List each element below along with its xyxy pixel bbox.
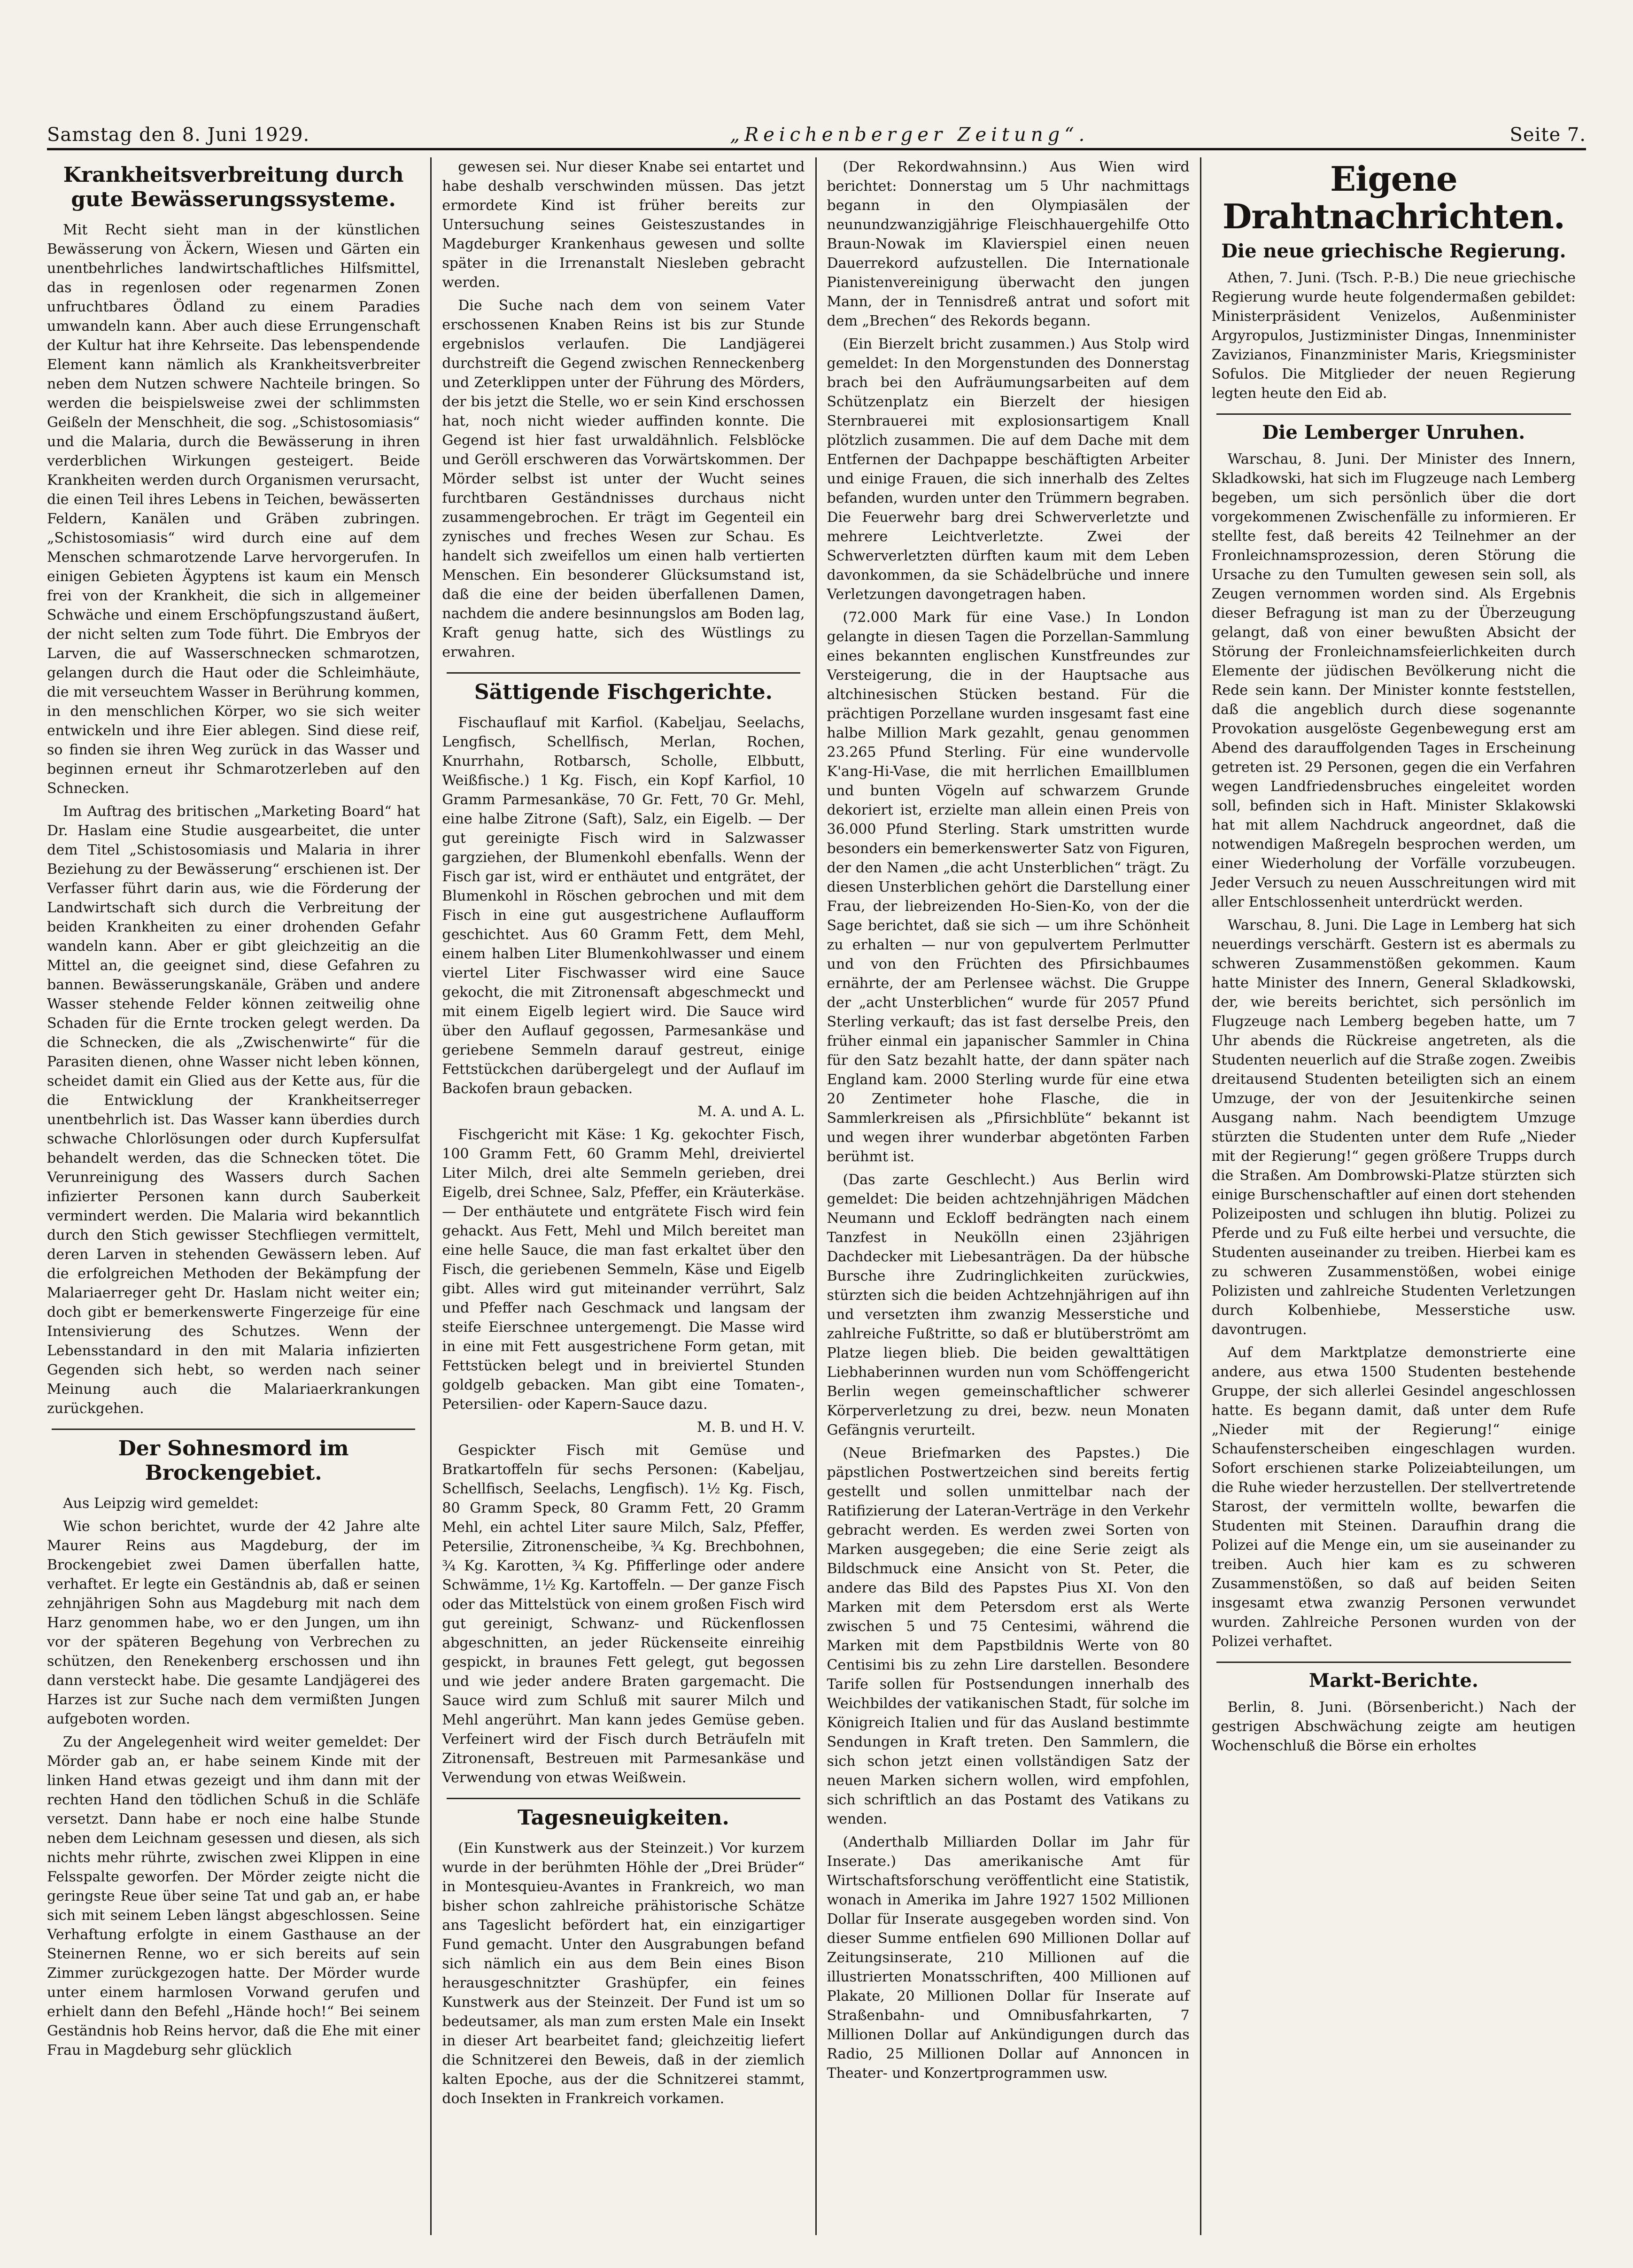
paragraph: Zu der Angelegenheit wird weiter gemeldet: Der Mörder gab an, er habe seinem Kinde mit der linken Hand etwas gezeigt und ihm dann mit der rechten Hand den tödlichen Schuß in die Schläfe versetzt. Dann habe er noch eine halbe Stunde neben dem Leichnam gesessen und diesen, als sich nichts mehr rührte, zwischen zwei Klippen in eine Felsspalte geworfen. Der Mörder zeigte nicht die geringste Reue über seine Tat und gab an, er habe sich mit seinem Leben längst abgeschlossen. Seine Verhaftung erfolgte in einem Gasthause an der Steinernen Renne, wo er sich bereits auf sein Zimmer zurückgezogen hatte. Der Mörder wurde unter einem harmlosen Vorwand gerufen und erhielt dann den Befehl „Hände hoch!“ Bei seinem Geständnis hob Reins hervor, daß die Ehe mit einer Frau in Magdeburg sehr glücklich xyxy=(47,1734,420,2058)
paragraph: Gespickter Fisch mit Gemüse und Bratkartoffeln für sechs Personen: (Kabeljau, Schellfisch, Seelachs, Lengfisch). 1½ Kg. Fisch, 80 Gramm Speck, 80 Gramm Fett, 20 Gramm Mehl, ein achtel Liter saure Milch, Salz, Pfeffer, Petersilie, Zitronenscheibe, ¾ Kg. Brechbohnen, ¾ Kg. Karotten, ¾ Kg. Pfifferlinge oder andere Schwämme, 1½ Kg. Kartoffeln. — Der ganze Fisch oder das Mittelstück von einem großen Fisch wird gut gereinigt, Schwanz- und Rückenflossen abgeschnitten, an jeder Rückenseite einreihig gespickt, in braunes Fett gelegt, gut begossen und wie jeder andere Braten gargemacht. Die Sauce wird zum Schluß mit saurer Milch und Mehl angerührt. Man kann jedes Gemüse geben. Verfeinert wird der Fisch durch Beträufeln mit Zitronensaft, Bestreuen mit Parmesankäse und Verwendung von etwas Weißwein. xyxy=(442,1442,805,1786)
column-4 xyxy=(1201,157,1586,2235)
paragraph: Auf dem Marktplatze demonstrierte eine andere, aus etwa 1500 Studenten bestehende Gruppe, der sich allerlei Gesindel angeschlossen hatte. Es begann damit, daß unter dem Rufe „Nieder mit der Regierung!“ einige Schaufensterscheiben eingeschlagen wurden. Sofort erschienen starke Polizeiabteilungen, um die Ruhe wieder herzustellen. Der stellvertretende Starost, der vermitteln wollte, bewarfen die Studenten mit Steinen. Daraufhin drang die Polizei auf die Menge ein, um sie auseinander zu treiben. Auch hier kam es zu schweren Zusammenstößen, so daß auf beiden Seiten insgesamt etwa zwanzig Personen verwundet wurden. Zahlreiche Personen wurden von der Polizei verhaftet. xyxy=(1211,1344,1576,1650)
paragraph: (Ein Kunstwerk aus der Steinzeit.) Vor kurzem wurde in der berühmten Höhle der „Drei Brüder“ in Montesquieu-Avantes in Frankreich, wo man bisher schon zahlreiche prähistorische Schätze ans Tageslicht befördert hat, ein einzigartiger Fund gemacht. Unter den Ausgrabungen befand sich nämlich ein aus dem Bein eines Bison herausgeschnitzter Grashüpfer, ein feines Kunstwerk aus der Steinzeit. Der Fund ist um so bedeutsamer, als man zum ersten Male ein Insekt in dieser Art bearbeitet fand; gleichzeitig liefert die Schnitzerei den Beweis, daß in der ziemlich kalten Epoche, aus der die Schnitzerei stammt, doch Insekten in Frankreich vorkamen. xyxy=(442,1840,805,2107)
paragraph: Athen, 7. Juni. (Tsch. P.-B.) Die neue griechische Regierung wurde heute folgendermaßen gebildet: Ministerpräsident Venizelos, Außenminister Argyropulos, Justizminister Dingas, Innenminister Zavizianos, Finanzminister Maris, Kriegsminister Sofulos. Die Mitglieder der neuen Regierung legten heute den Eid ab. xyxy=(1211,270,1576,402)
headline-son-murder: Der Sohnesmord im Brockengebiet. xyxy=(118,1437,349,1485)
headline-fish-dishes: Sättigende Fischgerichte. xyxy=(474,680,773,704)
paragraph: (72.000 Mark für eine Vase.) In London gelangte in diesen Tagen die Porzellan-Sammlung eines bekannten englischen Kunstfreundes zur Versteigerung, die in der Hauptsache aus altchinesischen Stücken bestand. Für die prächtigen Porzellane wurden insgesamt fast eine halbe Million Mark gezahlt, genau genommen 23.265 Pfund Sterling. Für eine wundervolle K'ang-Hi-Vase, die mit herrlichen Emaillblumen und bunten Vögeln auf schwarzem Grunde dekoriert ist, erzielte man allein einen Preis von 36.000 Pfund Sterling. Stark umstritten wurde besonders ein bemerkenswerter Satz von Figuren, der den Namen „die acht Unsterblichen“ trägt. Zu diesen Unsterblichen gehört die Darstellung einer Frau, der liebreizenden Ho-Sien-Ko, von der die Sage berichtet, daß sie sich — um ihre Schönheit zu erhalten — nur von gepulvertem Perlmutter und von den Früchten des Pfirsichbaumes ernährte, der am Perlensee wächst. Die Gruppe der „acht Unsterblichen“ wurde für 2057 Pfund Sterling verkauft; das ist fast derselbe Preis, den früher einmal ein japanischer Sammler in China für den Satz bezahlt hatte, der dann später nach England kam. 2000 Sterling wurde für eine etwa 20 Zentimeter hohe Flasche, die in Sammlerkreisen als „Pfirsichblüte“ bekannt ist und wegen ihrer wunderbar abgetönten Farben berühmt ist. xyxy=(827,609,1190,1165)
headline-greek-government: Die neue griechische Regierung. xyxy=(1221,240,1566,262)
paragraph: Fischgericht mit Käse: 1 Kg. gekochter Fisch, 100 Gramm Fett, 60 Gramm Mehl, dreiviertel Liter Milch, drei alte Semmeln gerieben, drei Eigelb, drei Schnee, Salz, Pfeffer, ein Kräuterkäse. — Der enthäutete und entgrätete Fisch wird fein gehackt. Aus Fett, Mehl und Milch bereitet man eine helle Sauce, die man fast erkaltet über den Fisch, die geriebenen Semmeln, Käse und Eigelb gibt. Alles wird gut miteinander verrührt, Salz und Pfeffer nach Geschmack und langsam der steife Eierschnee untergemengt. Die Masse wird in eine mit Fett ausgestrichene Form getan, mit Fettstücken belegt und in breiviertel Stunden goldgelb gebacken. Man gibt eine Tomaten-, Petersilien- oder Kapern-Sauce dazu. xyxy=(442,1126,805,1413)
page-number: Seite 7. xyxy=(1509,124,1586,146)
newspaper-title: „Reichenberger Zeitung“. xyxy=(730,124,1090,146)
paragraph: Aus Leipzig wird gemeldet: xyxy=(63,1495,259,1512)
paragraph: Die Suche nach dem von seinem Vater erschossenen Knaben Reins ist bis zur Stunde ergebnislos verlaufen. Die Landjägerei durchstreift die Gegend zwischen Renneckenberg und Zeterklippen unter der Führung des Mörders, der bis jetzt die Stelle, wo er sein Kind erschossen hat, noch nicht wieder auffinden konnte. Die Gegend ist hier fast urwaldähnlich. Felsblöcke und Geröll erschweren das Vorwärtskommen. Der Mörder selbst ist unter der Wucht seines furchtbaren Geständnisses durchaus nicht zusammengebrochen. Er trägt im Gegenteil ein zynisches und freches Wesen zur Schau. Es handelt sich zweifellos um einen halb vertierten Menschen. Ein besonderer Glücksumstand ist, daß die eine der beiden überfallenen Damen, nachdem die andere besinnungslos am Boden lag, Kraft genug hatte, sich des Wüstlings zu erwahren. xyxy=(442,297,805,660)
paragraph: (Ein Bierzelt bricht zusammen.) Aus Stolp wird gemeldet: In den Morgenstunden des Donnerstag brach bei den Aufräumungsarbeiten auf dem Schützenplatz ein Bierzelt der hiesigen Sternbrauerei mit explosionsartigem Knall plötzlich zusammen. Die auf dem Dache mit dem Entfernen der Dachpappe beschäftigten Arbeiter und einige Frauen, die sich innerhalb des Zeltes befanden, wurden unter den Trümmern begraben. Die Feuerwehr barg drei Schwerverletzte und mehrere Leichtverletzte. Zwei der Schwerverletzten dürften kaum mit dem Leben davonkommen, da sie Schädelbrüche und innere Verletzungen davongetragen haben. xyxy=(827,336,1190,603)
paragraph: Wie schon berichtet, wurde der 42 Jahre alte Maurer Reins aus Magdeburg, der im Brockengebiet zwei Damen überfallen hatte, verhaftet. Er legte ein Geständnis ab, daß er seinen zehnjährigen Sohn aus Magdeburg mit nach dem Harz genommen habe, wo er den Jungen, um ihn vor der späteren Begehung von Verbrechen zu schützen, den Renekenberg erschossen und ihn dann versteckt habe. Die gesamte Landjägerei des Harzes ist zur Suche nach dem vermißten Jungen aufgeboten worden. xyxy=(47,1518,420,1727)
paragraph: Mit Recht sieht man in der künstlichen Bewässerung von Äckern, Wiesen und Gärten ein unentbehrliches landwirtschaftliches Hilfsmittel, das in regenlosen oder regenarmen Zonen unfruchtbares Ödland zu einem Paradies umwandeln kann. Aber auch diese Errungenschaft der Kultur hat ihre Kehrseite. Das lebenspendende Element kann nämlich als Krankheitsverbreiter neben dem Nutzen schwere Nachteile bringen. So werden die beispielsweise zwei der schlimmsten Geißeln der Menschheit, die sog. „Schistosomiasis“ und die Malaria, durch die Bewässerung in ihren verderblichen Wirkungen gesteigert. Beide Krankheiten werden durch Organismen verursacht, die einen Teil ihres Lebens in Teichen, bewässerten Feldern, Kanälen und Gräben zubringen. „Schistosomiasis“ wird durch eine auf dem Menschen schmarotzende Larve hervorgerufen. In einigen Gebieten Ägyptens ist kaum ein Mensch frei von der Krankheit, die sich in allgemeiner Schwäche und einem Erschöpfungszustand äußert, der nicht selten zum Tode führt. Die Embryos der Larven, die auf Wasserschnecken schmarotzen, gelangen durch die Haut oder die Schleimhäute, die mit verseuchtem Wasser in Berührung kommen, in den menschlichen Körper, wo sie sich weiter entwickeln und ihre Eier ablegen. Sind diese reif, so finden sie ihren Weg zurück in das Wasser und beginnen erneut ihr Schmarotzerleben auf den Schnecken. xyxy=(47,222,420,797)
signature: M. A. und A. L. xyxy=(697,1103,805,1120)
headline-wire-news: Eigene Drahtnachrichten. xyxy=(1222,159,1565,236)
headline-market-reports: Markt-Berichte. xyxy=(1308,1670,1478,1692)
column-1 xyxy=(47,157,432,2235)
headline-lemberg-unrest: Die Lemberger Unruhen. xyxy=(1262,421,1525,443)
paragraph: Warschau, 8. Juni. Die Lage in Lemberg hat sich neuerdings verschärft. Gestern ist es abermals zu schweren Zusammenstößen gekommen. Kaum hatte Minister des Innern, General Skladkowski, der, wie bereits berichtet, sich persönlich im Flugzeuge nach Lemberg begeben hatte, um 7 Uhr abends die Rückreise angetreten, als die Studenten neuerlich auf die Straße zogen. Zweibis dreitausend Studenten beteiligten sich an einem Umzuge, der von der Jesuitenkirche seinen Ausgang nahm. Nach beendigtem Umzuge stürzten die Studenten unter dem Rufe „Nieder mit der Regierung!“ gegen größere Trupps durch die Straßen. Am Dombrowski-Platze stürzten sich einige Burschenschaftler auf einen dort stehenden Polizeiposten und schlugen ihn blutig. Polizei zu Pferde und zu Fuß eilte herbei und versuchte, die Studenten auseinander zu treiben. Hierbei kam es zu schweren Zusammenstößen, wobei einige Polizisten und zahlreiche Studenten Verletzungen durch Kolbenhiebe, Messerstiche usw. davontrugen. xyxy=(1211,917,1576,1338)
issue-date: Samstag den 8. Juni 1929. xyxy=(47,124,310,146)
paragraph: Berlin, 8. Juni. (Börsenbericht.) Nach der gestrigen Abschwächung zeigte am heutigen Wochenschluß die Börse ein erholtes xyxy=(1211,1699,1576,1754)
headline-disease-spread: Krankheitsverbreitung durch gute Bewässerungssysteme. xyxy=(63,163,404,211)
signature: M. B. und H. V. xyxy=(697,1419,805,1436)
header-rule xyxy=(47,148,1586,150)
section-divider xyxy=(447,1798,800,1799)
column-3 xyxy=(817,157,1201,2235)
columns xyxy=(47,157,1586,2235)
section-divider xyxy=(1216,413,1571,415)
paragraph: gewesen sei. Nur dieser Knabe sei entartet und habe deshalb verschwinden müssen. Das jetzt ermordete Kind ist früher bereits zur Untersuchung seines Geisteszustandes in Magdeburger Krankenhaus gewesen und sollte später in die Irrenanstalt Niesleben gebracht werden. xyxy=(442,159,805,291)
section-divider xyxy=(447,672,800,674)
paragraph: (Das zarte Geschlecht.) Aus Berlin wird gemeldet: Die beiden achtzehnjährigen Mädchen Neumann und Eckloff bedrängten nach einem Tanzfest in Neukölln einen 23jährigen Dachdecker mit Liebesanträgen. Da der hübsche Bursche ihre Zudringlichkeiten zurückwies, stürzten sich die beiden Achtzehnjährigen auf ihn und versetzten ihm zwanzig Messerstiche und zahlreiche Fußtritte, so daß er blutüberströmt am Platze liegen blieb. Die beiden gewalttätigen Liebhaberinnen wurden nun vom Schöffengericht Berlin wegen gemeinschaftlicher schwerer Körperverletzung zu drei, bezw. neun Monaten Gefängnis verurteilt. xyxy=(827,1172,1190,1438)
paragraph: Warschau, 8. Juni. Der Minister des Innern, Skladkowski, hat sich im Flugzeuge nach Lemberg begeben, um sich persönlich über die dort vorgekommenen Zwischenfälle zu informieren. Er stellte fest, daß bereits 42 Teilnehmer an der Fronleichnamsprozession, deren Störung die Ursache zu den Tumulten gewesen sein soll, als Zeugen vernommen worden sind. Als Ergebnis dieser Befragung ist man zu der Überzeugung gelangt, daß von einer bewußten Absicht der Störung der Fronleichnamsfeierlichkeiten durch Elemente der jüdischen Bevölkerung nicht die Rede sein kann. Der Minister konnte feststellen, daß die angeblich durch diese sogenannte Provokation ausgelöste Gegenbewegung erst am Abend des darauffolgenden Tages in Erscheinung getreten ist. 29 Personen, gegen die ein Verfahren wegen Landfriedensbruches eingeleitet worden soll, befinden sich in Haft. Minister Sklakowski hat mit allem Nachdruck angeordnet, daß die notwendigen Maßregeln besprochen werden, um einer Wiederholung der Vorfälle vorzubeugen. Jeder Versuch zu neuen Ausschreitungen wird mit aller Entschlossenheit unterdrückt werden. xyxy=(1211,451,1576,910)
headline-daily-news: Tagesneuigkeiten. xyxy=(517,1806,729,1830)
paragraph: Im Auftrag des britischen „Marketing Board“ hat Dr. Haslam eine Studie ausgearbeitet, die unter dem Titel „Schistosomiasis und Malaria in ihrer Beziehung zu der Bewässerung“ erschienen ist. Der Verfasser führt darin aus, wie die Förderung der Landwirtschaft sich durch die Verbreitung der beiden Krankheiten zu einer drohenden Gefahr wandeln kann. Aber er gibt gleichzeitig an die Mittel an, die geeignet sind, diese Gefahren zu bannen. Bewässerungskanäle, Gräben und andere Wasser stehende Felder können zeitweilig ohne Schaden für die Ernte trocken gelegt werden. Da die Schnecken, die als „Zwischenwirte“ für die Parasiten dienen, ohne Wasser nicht leben können, scheidet damit ein Glied aus der Kette aus, für die die Entwicklung der Krankheitserreger unentbehrlich ist. Das Wasser kann überdies durch schwache Chlorlösungen oder durch Kupfersulfat behandelt werden, das die Schnecken tötet. Die Verunreinigung des Wassers durch Sachen infizierter Personen kann durch Sauberkeit vermindert werden. Die Malaria wird bekanntlich durch den Stich gewisser Stechfliegen vermittelt, deren Larven in stehenden Gewässern leben. Auf die erfolgreichen Methoden der Bekämpfung der Malariaerreger geht Dr. Haslam nicht weiter ein; doch gibt er bemerkenswerte Fingerzeige für eine Intensivierung des Schutzes. Wenn der Lebensstandard in den mit Malaria infizierten Gegenden sich hebt, so werden nach seiner Meinung auch die Malariaerkrankungen zurückgehen. xyxy=(47,803,420,1417)
paragraph: (Anderthalb Milliarden Dollar im Jahr für Inserate.) Das amerikanische Amt für Wirtschaftsforschung veröffentlicht eine Statistik, wonach in Amerika im Jahre 1927 1502 Millionen Dollar für Inserate ausgegeben worden sind. Von dieser Summe entfielen 690 Millionen Dollar auf Zeitungsinserate, 210 Millionen auf die illustrierten Monatsschriften, 400 Millionen auf Plakate, 20 Millionen Dollar für Inserate auf Straßenbahn- und Omnibusfahrkarten, 7 Millionen Dollar auf Ankündigungen durch das Radio, 25 Millionen Dollar auf Annoncen in Theater- und Konzertprogrammen usw. xyxy=(827,1834,1190,2082)
paragraph: (Neue Briefmarken des Papstes.) Die päpstlichen Postwertzeichen sind bereits fertig gestellt und sollen unmittelbar nach der Ratifizierung der Lateran-Verträge in den Verkehr gebracht werden. Es werden zwei Sorten von Marken ausgegeben; die eine Serie zeigt als Bildschmuck eine Ansicht von St. Peter, die andere das Bild des Papstes Pius XI. Von den Marken mit dem Petersdom erst als Werte zwischen 5 und 75 Centesimi, während die Marken mit dem Papstbildnis Werte von 80 Centisimi bis zu zehn Lire darstellen. Besondere Tarife sollen für Postsendungen innerhalb des Weichbildes der vatikanischen Stadt, für solche im Königreich Italien und für das Ausland bestimmte Sendungen in Kraft treten. Den Sammlern, die sich schon jetzt einen vollständigen Satz der neuen Marken sichern wollen, wird empfohlen, sich schriftlich an das Postamt des Vatikans zu wenden. xyxy=(827,1445,1190,1827)
page-header xyxy=(47,113,1586,146)
column-2 xyxy=(432,157,816,2235)
paragraph: Fischauflauf mit Karfiol. (Kabeljau, Seelachs, Lengfisch, Schellfisch, Merlan, Rochen, Knurrhahn, Rotbarsch, Scholle, Elbbutt, Weißfische.) 1 Kg. Fisch, ein Kopf Karfiol, 10 Gramm Parmesankäse, 70 Gr. Fett, 70 Gr. Mehl, eine halbe Zitrone (Saft), Salz, ein Eigelb. — Der gut gereinigte Fisch wird in Salzwasser gargziehen, der Blumenkohl ebenfalls. Wenn der Fisch gar ist, wird er enthäutet und entgrätet, der Blumenkohl in Röschen gebrochen und mit dem Fisch in eine gut ausgestrichene Auflaufform geschichtet. Aus 60 Gramm Fett, dem Mehl, einem halben Liter Blumenkohlwasser und einem viertel Liter Fischwasser wird eine Sauce gekocht, die mit Zitronensaft abgeschmeckt und mit einem Eigelb legiert wird. Die Sauce wird über den Auflauf gegossen, Parmesankäse und geriebene Semmeln darauf gestreut, einige Fettstückchen darübergelegt und der Auflauf im Backofen braun gebacken. xyxy=(442,715,805,1097)
paragraph: (Der Rekordwahnsinn.) Aus Wien wird berichtet: Donnerstag um 5 Uhr nachmittags begann in den Olympiasälen der neunundzwanzigjährige Fleischhauergehilfe Otto Braun-Nowak im Klavierspiel einen neuen Dauerrekord aufzustellen. Die Internationale Pianistenvereinigung überwacht den jungen Mann, der in Tennisdreß antrat und sofort mit dem „Brechen“ des Rekords begann. xyxy=(827,159,1190,329)
section-divider xyxy=(1216,1662,1571,1663)
section-divider xyxy=(52,1429,415,1430)
